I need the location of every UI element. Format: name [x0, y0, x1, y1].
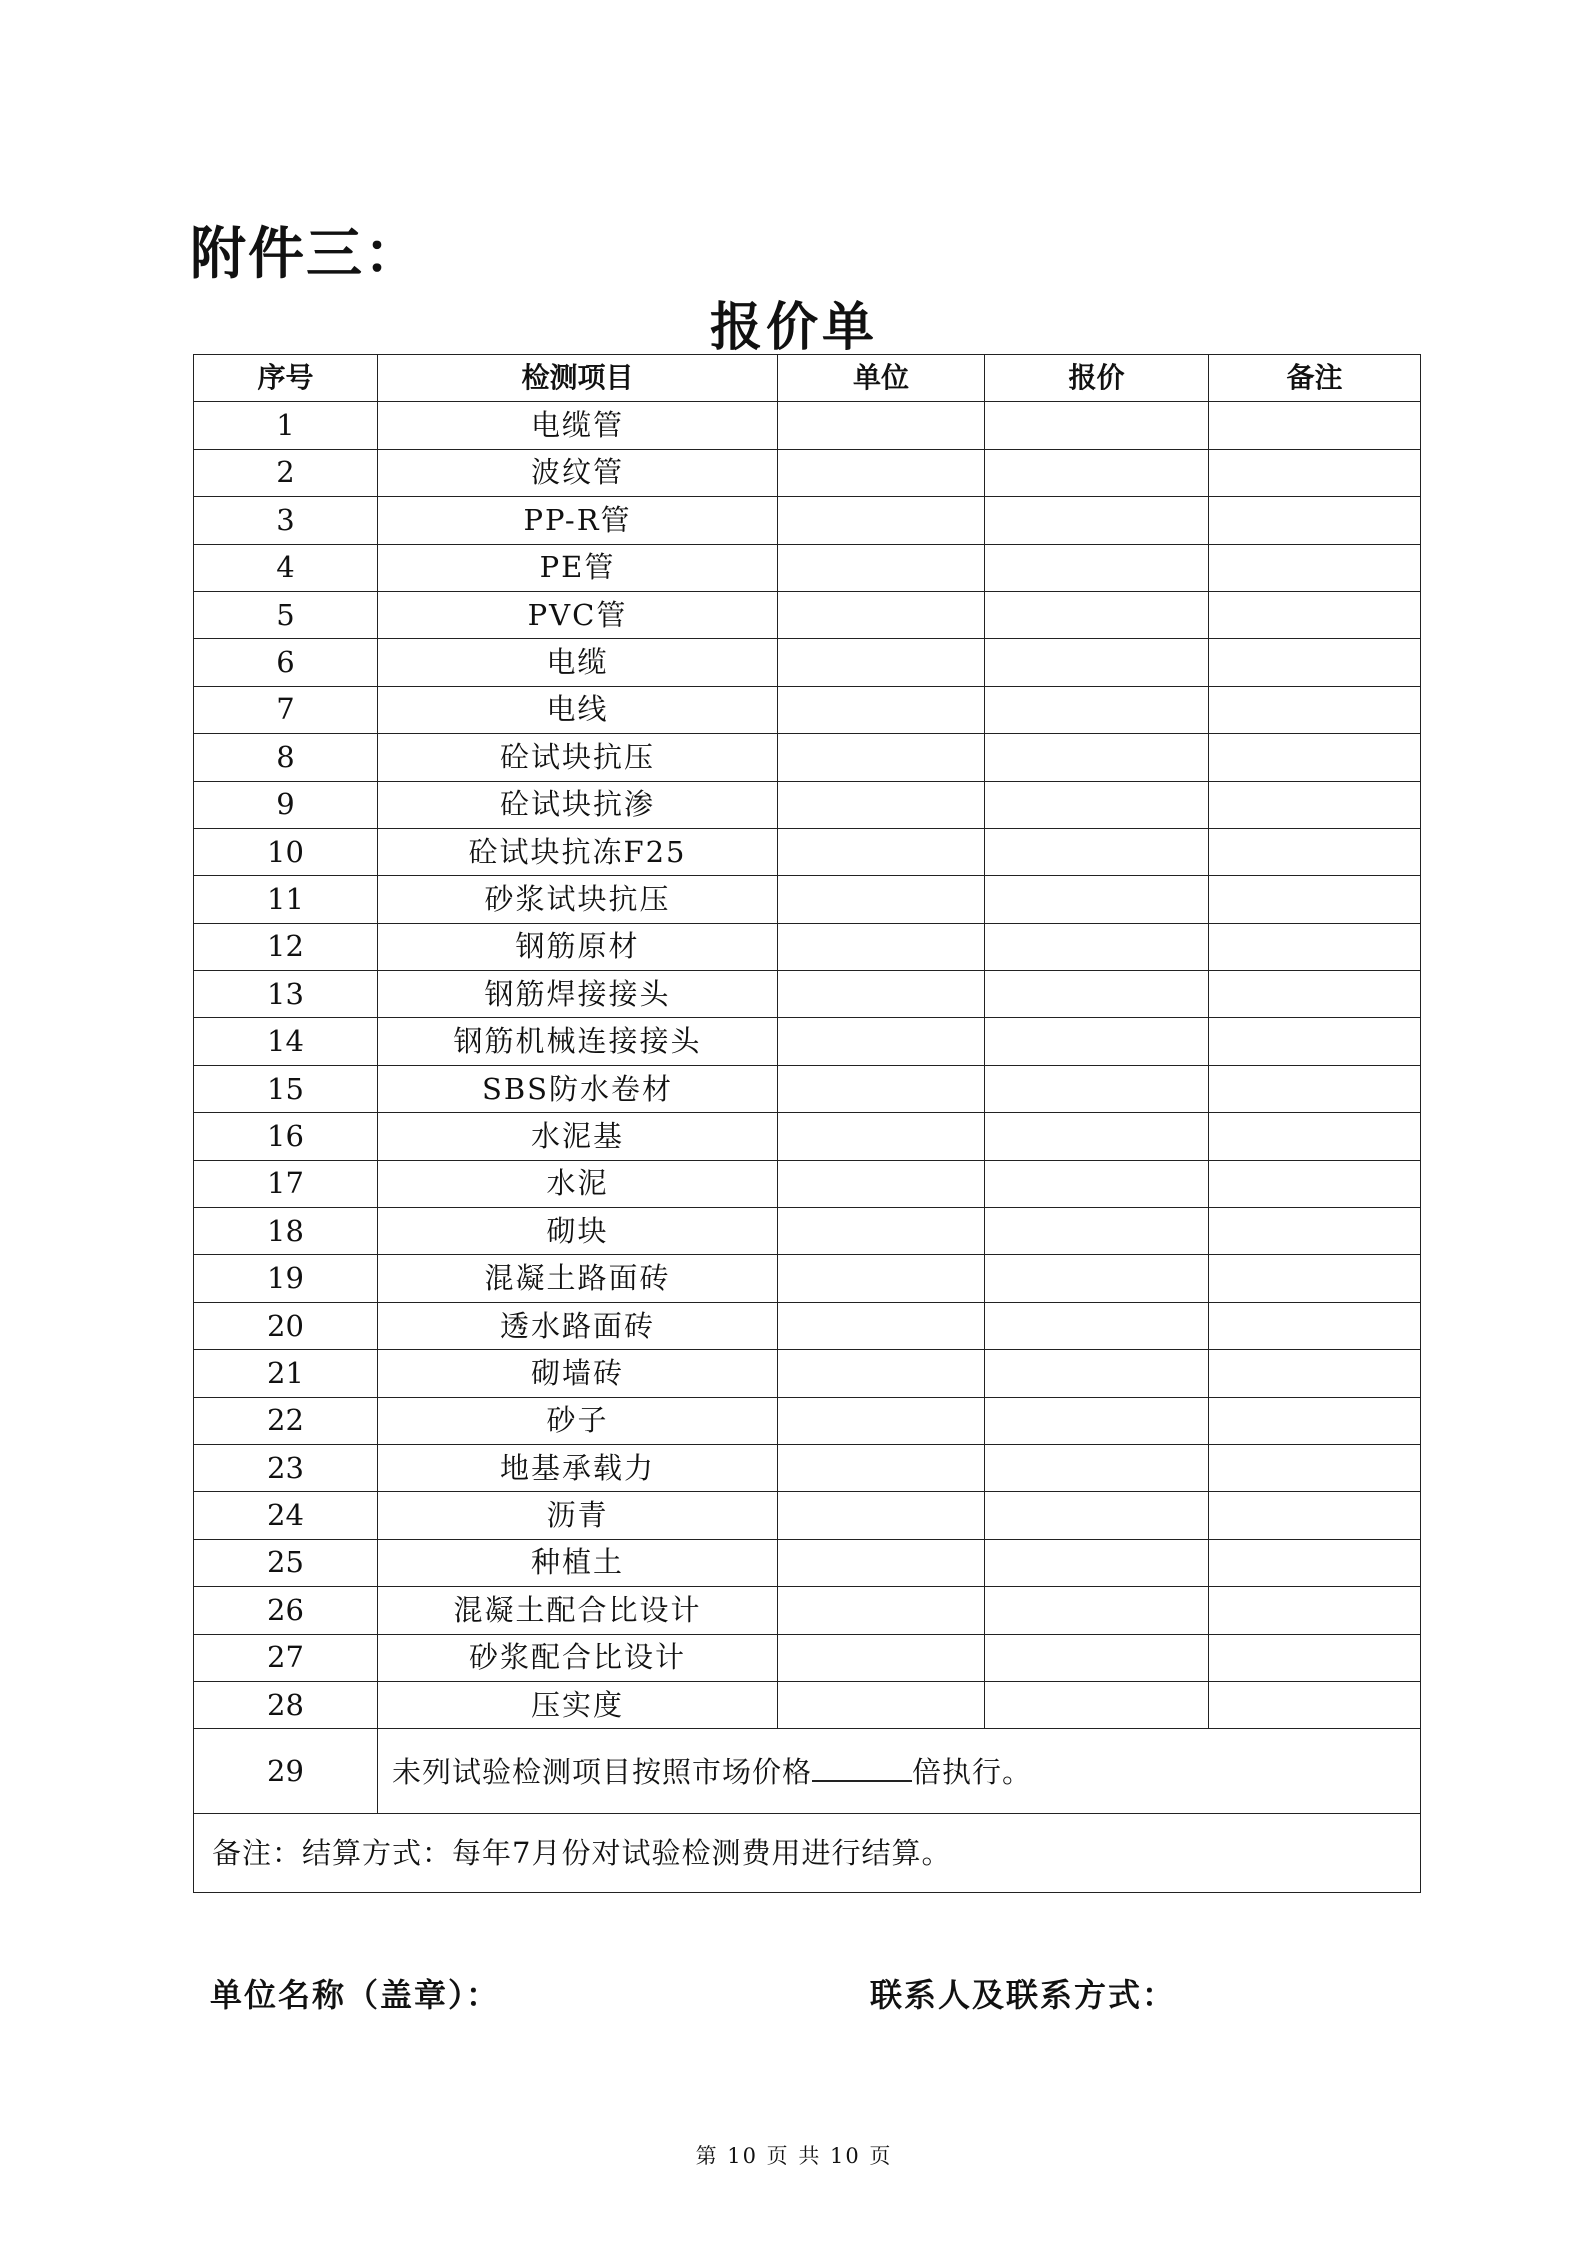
row-no: 19 — [194, 1255, 378, 1302]
row-item: 砼试块抗冻F25 — [378, 828, 778, 875]
row-unit-cell[interactable] — [778, 1302, 985, 1349]
row-item: 砂浆配合比设计 — [378, 1634, 778, 1681]
quote-table — [193, 354, 1421, 1893]
row-item: 水泥基 — [378, 1113, 778, 1160]
table-row — [194, 686, 1421, 733]
row-price-cell[interactable] — [985, 1444, 1209, 1491]
row-remark-cell[interactable] — [1209, 828, 1421, 875]
row-remark-cell[interactable] — [1209, 1634, 1421, 1681]
table-row — [194, 1587, 1421, 1634]
table-row — [194, 1634, 1421, 1681]
table-row — [194, 1492, 1421, 1539]
table-row — [194, 971, 1421, 1018]
page-footer: 第 10 页 共 10 页 — [695, 2144, 893, 2168]
row-price-cell[interactable] — [985, 1255, 1209, 1302]
row-no: 12 — [194, 923, 378, 970]
row-unit-cell[interactable] — [778, 876, 985, 923]
row-remark-cell[interactable] — [1209, 1397, 1421, 1444]
row-price-cell[interactable] — [985, 497, 1209, 544]
row-29-no: 29 — [194, 1729, 378, 1814]
row-unit-cell[interactable] — [778, 1634, 985, 1681]
row-unit-cell[interactable] — [778, 1065, 985, 1112]
row-unit-cell[interactable] — [778, 1255, 985, 1302]
attachment-label: 附件三： — [190, 222, 422, 287]
row-item: 水泥 — [378, 1160, 778, 1207]
table-row — [194, 402, 1421, 449]
contact-label: 联系人及联系方式： — [870, 1976, 1177, 2014]
row-item: SBS防水卷材 — [378, 1065, 778, 1112]
row-unit-cell[interactable] — [778, 1492, 985, 1539]
table-row — [194, 1539, 1421, 1586]
row-no: 22 — [194, 1397, 378, 1444]
row-price-cell[interactable] — [985, 1634, 1209, 1681]
page-title: 报价单 — [709, 298, 878, 358]
row-price-cell[interactable] — [985, 1208, 1209, 1255]
row-item: 混凝土路面砖 — [378, 1255, 778, 1302]
row-unit-cell[interactable] — [778, 1208, 985, 1255]
row-remark-cell[interactable] — [1209, 1492, 1421, 1539]
row-item: 砂子 — [378, 1397, 778, 1444]
unit-name-label: 单位名称（盖章）： — [210, 1976, 501, 2014]
multiplier-blank[interactable] — [812, 1756, 912, 1782]
row-remark-cell[interactable] — [1209, 1113, 1421, 1160]
table-row — [194, 1397, 1421, 1444]
row-unit-cell[interactable] — [778, 1350, 985, 1397]
row-unit-cell[interactable] — [778, 1539, 985, 1586]
row-price-cell[interactable] — [985, 449, 1209, 496]
table-row — [194, 1302, 1421, 1349]
row-remark-cell[interactable] — [1209, 1065, 1421, 1112]
row-item: 透水路面砖 — [378, 1302, 778, 1349]
row-no: 14 — [194, 1018, 378, 1065]
row-price-cell[interactable] — [985, 828, 1209, 875]
row-remark-cell[interactable] — [1209, 1587, 1421, 1634]
row-no: 6 — [194, 639, 378, 686]
row-remark-cell[interactable] — [1209, 1160, 1421, 1207]
row-price-cell[interactable] — [985, 923, 1209, 970]
row-item: 砌墙砖 — [378, 1350, 778, 1397]
row-item: PE管 — [378, 544, 778, 591]
row-29-note — [378, 1729, 1421, 1814]
row-no: 18 — [194, 1208, 378, 1255]
row-unit-cell[interactable] — [778, 1397, 985, 1444]
table-row — [194, 1018, 1421, 1065]
row-remark-cell[interactable] — [1209, 591, 1421, 638]
header-price: 报价 — [985, 355, 1209, 402]
table-header-row — [194, 355, 1421, 402]
row-no: 27 — [194, 1634, 378, 1681]
header-remark: 备注 — [1209, 355, 1421, 402]
row-no: 5 — [194, 591, 378, 638]
row-item: 电缆管 — [378, 402, 778, 449]
row-item: PP-R管 — [378, 497, 778, 544]
row-unit-cell[interactable] — [778, 828, 985, 875]
row-price-cell[interactable] — [985, 734, 1209, 781]
row-price-cell[interactable] — [985, 1065, 1209, 1112]
remark-row — [194, 1814, 1421, 1893]
row-unit-cell[interactable] — [778, 781, 985, 828]
row-remark-cell[interactable] — [1209, 781, 1421, 828]
row-item: 电线 — [378, 686, 778, 733]
table-row — [194, 1160, 1421, 1207]
table-row — [194, 544, 1421, 591]
row-item: PVC管 — [378, 591, 778, 638]
row-no: 20 — [194, 1302, 378, 1349]
row-item: 地基承载力 — [378, 1444, 778, 1491]
row-remark-cell[interactable] — [1209, 923, 1421, 970]
table-row — [194, 1255, 1421, 1302]
row-price-cell[interactable] — [985, 781, 1209, 828]
row-price-cell[interactable] — [985, 1397, 1209, 1444]
row-no: 15 — [194, 1065, 378, 1112]
row-unit-cell[interactable] — [778, 1018, 985, 1065]
row-item: 砼试块抗渗 — [378, 781, 778, 828]
row-price-cell[interactable] — [985, 971, 1209, 1018]
row-remark-cell[interactable] — [1209, 1302, 1421, 1349]
header-unit: 单位 — [778, 355, 985, 402]
table-row — [194, 1065, 1421, 1112]
row-item: 砂浆试块抗压 — [378, 876, 778, 923]
row-price-cell[interactable] — [985, 876, 1209, 923]
table-row — [194, 734, 1421, 781]
row-unit-cell[interactable] — [778, 591, 985, 638]
row-item: 混凝土配合比设计 — [378, 1587, 778, 1634]
row-no: 1 — [194, 402, 378, 449]
row-unit-cell[interactable] — [778, 449, 985, 496]
row-remark-cell[interactable] — [1209, 734, 1421, 781]
row-item: 砼试块抗压 — [378, 734, 778, 781]
row-no: 8 — [194, 734, 378, 781]
table-row — [194, 1350, 1421, 1397]
table-row — [194, 449, 1421, 496]
row-unit-cell[interactable] — [778, 639, 985, 686]
row-unit-cell[interactable] — [778, 971, 985, 1018]
row-unit-cell[interactable] — [778, 402, 985, 449]
row-29-text-before: 未列试验检测项目按照市场价格 — [392, 1754, 813, 1789]
row-no: 7 — [194, 686, 378, 733]
row-remark-cell[interactable] — [1209, 402, 1421, 449]
row-item: 砌块 — [378, 1208, 778, 1255]
row-item: 钢筋焊接接头 — [378, 971, 778, 1018]
table-row — [194, 781, 1421, 828]
row-remark-cell[interactable] — [1209, 639, 1421, 686]
row-remark-cell[interactable] — [1209, 876, 1421, 923]
row-no: 10 — [194, 828, 378, 875]
row-no: 24 — [194, 1492, 378, 1539]
row-price-cell[interactable] — [985, 1113, 1209, 1160]
row-remark-cell[interactable] — [1209, 1018, 1421, 1065]
row-no: 17 — [194, 1160, 378, 1207]
table-body — [194, 402, 1421, 1893]
row-remark-cell[interactable] — [1209, 1539, 1421, 1586]
row-unit-cell[interactable] — [778, 734, 985, 781]
row-price-cell[interactable] — [985, 1681, 1209, 1728]
table-row — [194, 1208, 1421, 1255]
row-item: 种植土 — [378, 1539, 778, 1586]
row-remark-cell[interactable] — [1209, 544, 1421, 591]
row-unit-cell[interactable] — [778, 1587, 985, 1634]
row-unit-cell[interactable] — [778, 1113, 985, 1160]
row-unit-cell[interactable] — [778, 1160, 985, 1207]
row-no: 4 — [194, 544, 378, 591]
table-row-29 — [194, 1729, 1421, 1814]
row-no: 3 — [194, 497, 378, 544]
row-remark-cell[interactable] — [1209, 1255, 1421, 1302]
row-no: 26 — [194, 1587, 378, 1634]
table-row — [194, 1681, 1421, 1728]
row-price-cell[interactable] — [985, 1587, 1209, 1634]
table-row — [194, 591, 1421, 638]
row-item: 电缆 — [378, 639, 778, 686]
row-unit-cell[interactable] — [778, 544, 985, 591]
row-price-cell[interactable] — [985, 402, 1209, 449]
table-row — [194, 923, 1421, 970]
row-remark-cell[interactable] — [1209, 1208, 1421, 1255]
row-price-cell[interactable] — [985, 1539, 1209, 1586]
row-price-cell[interactable] — [985, 1492, 1209, 1539]
row-no: 16 — [194, 1113, 378, 1160]
remark-text: 备注：结算方式：每年7月份对试验检测费用进行结算。 — [194, 1814, 1421, 1893]
row-price-cell[interactable] — [985, 1302, 1209, 1349]
row-remark-cell[interactable] — [1209, 1350, 1421, 1397]
row-remark-cell[interactable] — [1209, 449, 1421, 496]
row-price-cell[interactable] — [985, 1018, 1209, 1065]
row-no: 28 — [194, 1681, 378, 1728]
table-row — [194, 1444, 1421, 1491]
row-item: 钢筋原材 — [378, 923, 778, 970]
row-unit-cell[interactable] — [778, 923, 985, 970]
row-price-cell[interactable] — [985, 1350, 1209, 1397]
row-unit-cell[interactable] — [778, 1444, 985, 1491]
row-remark-cell[interactable] — [1209, 1681, 1421, 1728]
row-no: 25 — [194, 1539, 378, 1586]
row-no: 13 — [194, 971, 378, 1018]
row-unit-cell[interactable] — [778, 497, 985, 544]
row-price-cell[interactable] — [985, 591, 1209, 638]
table-row — [194, 828, 1421, 875]
table-row — [194, 497, 1421, 544]
row-remark-cell[interactable] — [1209, 1444, 1421, 1491]
row-remark-cell[interactable] — [1209, 497, 1421, 544]
table-row — [194, 876, 1421, 923]
row-no: 9 — [194, 781, 378, 828]
row-price-cell[interactable] — [985, 1160, 1209, 1207]
row-remark-cell[interactable] — [1209, 971, 1421, 1018]
table-row — [194, 639, 1421, 686]
row-29-text-after: 倍执行。 — [912, 1754, 1033, 1789]
row-unit-cell[interactable] — [778, 686, 985, 733]
header-item: 检测项目 — [378, 355, 778, 402]
row-no: 11 — [194, 876, 378, 923]
row-price-cell[interactable] — [985, 686, 1209, 733]
row-price-cell[interactable] — [985, 639, 1209, 686]
row-remark-cell[interactable] — [1209, 686, 1421, 733]
row-price-cell[interactable] — [985, 544, 1209, 591]
row-item: 压实度 — [378, 1681, 778, 1728]
row-unit-cell[interactable] — [778, 1681, 985, 1728]
row-item: 钢筋机械连接接头 — [378, 1018, 778, 1065]
row-no: 2 — [194, 449, 378, 496]
header-no: 序号 — [194, 355, 378, 402]
row-no: 21 — [194, 1350, 378, 1397]
row-item: 波纹管 — [378, 449, 778, 496]
row-no: 23 — [194, 1444, 378, 1491]
table-row — [194, 1113, 1421, 1160]
row-item: 沥青 — [378, 1492, 778, 1539]
